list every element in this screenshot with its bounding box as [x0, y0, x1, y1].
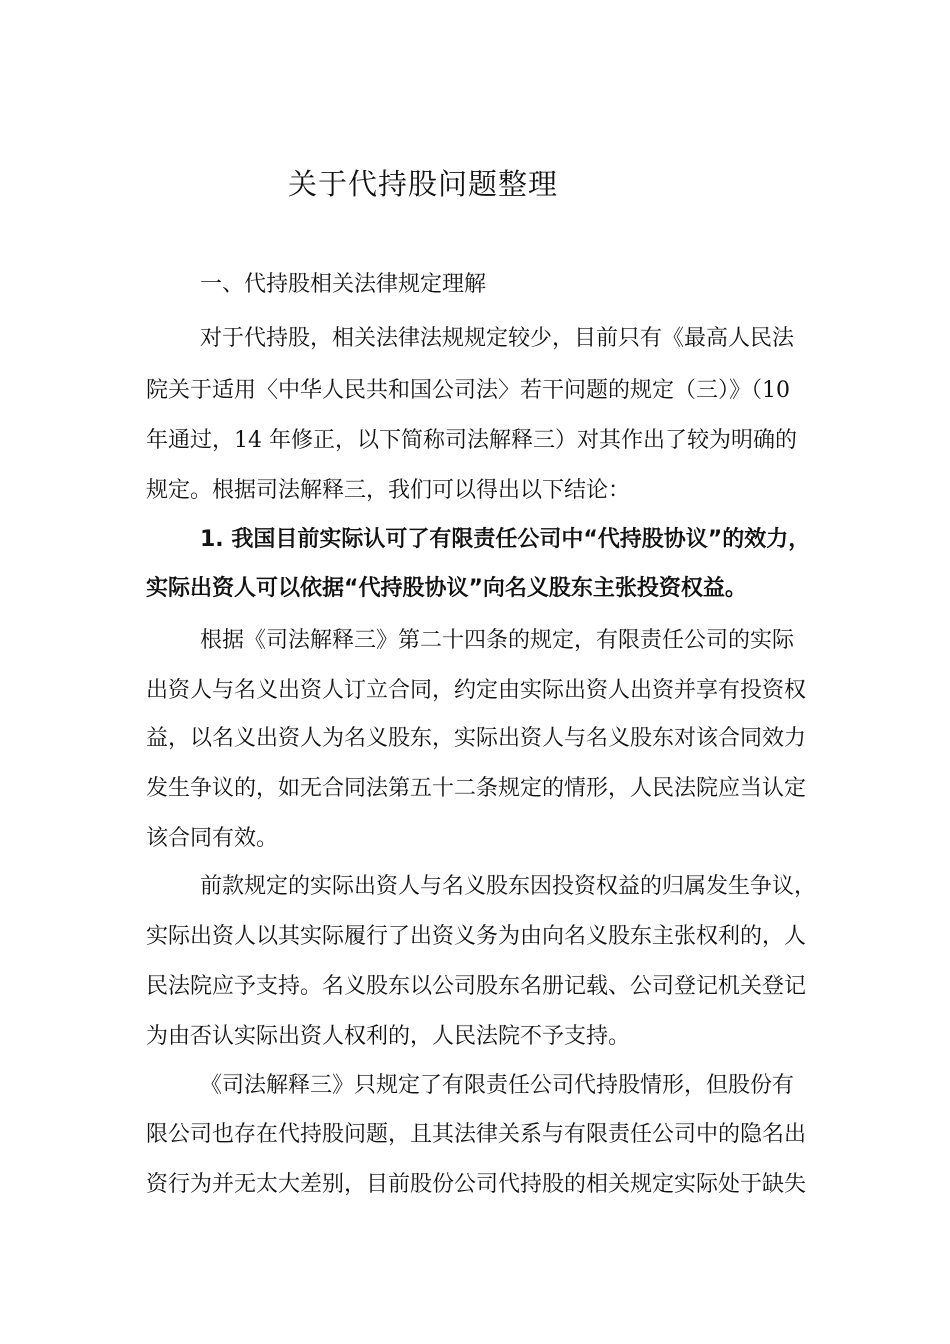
document-title: 关于代持股问题整理: [288, 167, 559, 201]
paragraph-3-line-4: 发生争议的，如无合同法第五十二条规定的情形，人民法院应当认定: [146, 776, 807, 801]
paragraph-5-line-1: 《司法解释三》只规定了有限责任公司代持股情形，但股份有: [200, 1073, 795, 1098]
paragraph-3-line-3: 益，以名义出资人为名义股东，实际出资人与名义股东对该合同效力: [146, 726, 807, 751]
paragraph-1-line-3: 年通过，14 年修正，以下简称司法解释三）对其作出了较为明确的: [146, 428, 797, 453]
paragraph-2-line-2: 实际出资人可以依据“代持股协议”向名义股东主张投资权益。: [146, 576, 747, 601]
paragraph-4-line-3: 民法院应予支持。名义股东以公司股东名册记载、公司登记机关登记: [146, 974, 807, 999]
section-heading: 一、代持股相关法律规定理解: [200, 272, 487, 297]
paragraph-3-line-1: 根据《司法解释三》第二十四条的规定，有限责任公司的实际: [200, 628, 795, 653]
paragraph-1-line-4: 规定。根据司法解释三，我们可以得出以下结论：: [146, 478, 631, 503]
paragraph-2-line-1: 1. 我国目前实际认可了有限责任公司中“代持股协议”的效力，: [200, 527, 811, 552]
paragraph-1-line-2: 院关于适用〈中华人民共和国公司法〉若干问题的规定（三）》（10: [146, 378, 790, 403]
paragraph-3-line-2: 出资人与名义出资人订立合同，约定由实际出资人出资并享有投资权: [146, 678, 807, 703]
paragraph-4-line-2: 实际出资人以其实际履行了出资义务为由向名义股东主张权利的，人: [146, 924, 807, 949]
paragraph-1-line-1: 对于代持股，相关法律法规规定较少，目前只有《最高人民法: [200, 326, 795, 351]
paragraph-4-line-4: 为由否认实际出资人权利的，人民法院不予支持。: [146, 1024, 631, 1049]
paragraph-3-line-5: 该合同有效。: [146, 826, 279, 851]
paragraph-5-line-2: 限公司也存在代持股问题，且其法律关系与有限责任公司中的隐名出: [146, 1122, 807, 1147]
paragraph-5-line-3: 资行为并无太大差别，目前股份公司代持股的相关规定实际处于缺失: [146, 1172, 807, 1197]
paragraph-4-line-1: 前款规定的实际出资人与名义股东因投资权益的归属发生争议，: [200, 874, 817, 899]
